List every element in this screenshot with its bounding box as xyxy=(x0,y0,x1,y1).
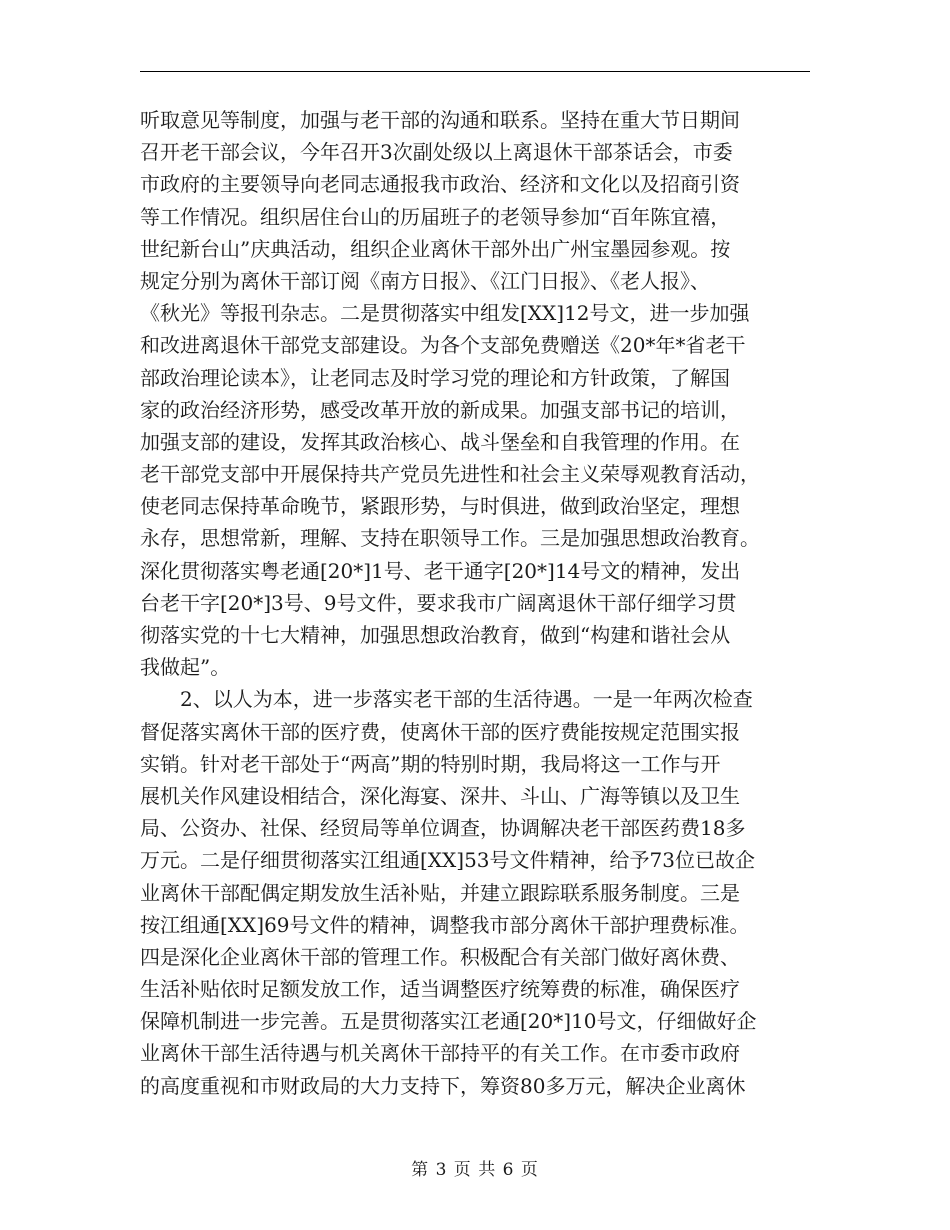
text-line: 家的政治经济形势，感受改革开放的新成果。加强支部书记的培训， xyxy=(140,397,740,422)
text-line: 生活补贴依时足额发放工作，适当调整医疗统筹费的标准，确保医疗 xyxy=(140,977,740,1002)
text-line: 召开老干部会议，今年召开3次副处级以上离退休干部茶话会，市委 xyxy=(140,140,733,165)
text-line: 听取意见等制度，加强与老干部的沟通和联系。坚持在重大节日期间 xyxy=(140,108,740,132)
text-line: 规定分别为离休干部订阅《南方日报》、《江门日报》、《老人报》、 xyxy=(140,268,710,293)
text-line: 按江组通[XX]69号文件的精神，调整我市部分离休干部护理费标准。 xyxy=(140,912,750,937)
text-line: 老干部党支部中开展保持共产党员先进性和社会主义荣辱观教育活动， xyxy=(140,462,760,487)
text-line: 局、公资办、社保、经贸局等单位调查，协调解决老干部医药费18多 xyxy=(140,816,746,841)
page-number-footer: 第 3 页 共 6 页 xyxy=(411,1160,539,1180)
text-line: 展机关作风建设相结合，深化海宴、深井、斗山、广海等镇以及卫生 xyxy=(140,783,740,808)
text-line: 台老干字[20*]3号、9号文件，要求我市广阔离退休干部仔细学习贯 xyxy=(140,590,737,615)
text-line: 我做起”。 xyxy=(140,655,231,680)
text-line: 《秋光》等报刊杂志。二是贯彻落实中组发[XX]12号文，进一步加强 xyxy=(140,301,750,326)
text-line: 的高度重视和市财政局的大力支持下，筹资80多万元，解决企业离休 xyxy=(140,1073,746,1098)
text-line: 深化贯彻落实粤老通[20*]1号、老干通字[20*]14号文的精神，发出 xyxy=(140,558,741,583)
text-line: 和改进离退休干部党支部建设。为各个支部免费赠送《20*年*省老干 xyxy=(140,333,746,358)
text-line: 部政治理论读本》，让老同志及时学习党的理论和方针政策，了解国 xyxy=(140,365,730,390)
text-line: 实销。针对老干部处于“两高”期的特别时期，我局将这一工作与开 xyxy=(140,751,721,776)
text-line: 永存，思想常新，理解、支持在职领导工作。三是加强思想政治教育。 xyxy=(140,526,760,551)
text-line: 使老同志保持革命晚节，紧跟形势，与时俱进，做到政治坚定，理想 xyxy=(140,494,740,519)
text-line: 世纪新台山”庆典活动，组织企业离休干部外出广州宝墨园参观。按 xyxy=(140,236,731,261)
text-line: 市政府的主要领导向老同志通报我市政治、经济和文化以及招商引资 xyxy=(140,172,740,197)
text-line: 四是深化企业离休干部的管理工作。积极配合有关部门做好离休费、 xyxy=(140,944,740,969)
text-line: 加强支部的建设，发挥其政治核心、战斗堡垒和自我管理的作用。在 xyxy=(140,429,740,454)
text-line: 业离休干部配偶定期发放生活补贴，并建立跟踪联系服务制度。三是 xyxy=(140,880,740,905)
text-line: 保障机制进一步完善。五是贯彻落实江老通[20*]10号文，仔细做好企 xyxy=(140,1009,757,1034)
text-line: 万元。二是仔细贯彻落实江组通[XX]53号文件精神，给予73位已故企 xyxy=(140,848,755,873)
paragraph-start-line: 2、以人为本，进一步落实老干部的生活待遇。一是一年两次检查 xyxy=(180,687,753,712)
text-line: 等工作情况。组织居住台山的历届班子的老领导参加“百年陈宜禧， xyxy=(140,204,731,229)
text-line: 督促落实离休干部的医疗费，使离休干部的医疗费能按规定范围实报 xyxy=(140,719,740,744)
header-rule xyxy=(140,71,810,72)
text-line: 彻落实党的十七大精神，加强思想政治教育，做到“构建和谐社会从 xyxy=(140,623,731,647)
document-body xyxy=(140,104,810,1102)
text-line: 业离休干部生活待遇与机关离休干部持平的有关工作。在市委市政府 xyxy=(140,1041,740,1066)
